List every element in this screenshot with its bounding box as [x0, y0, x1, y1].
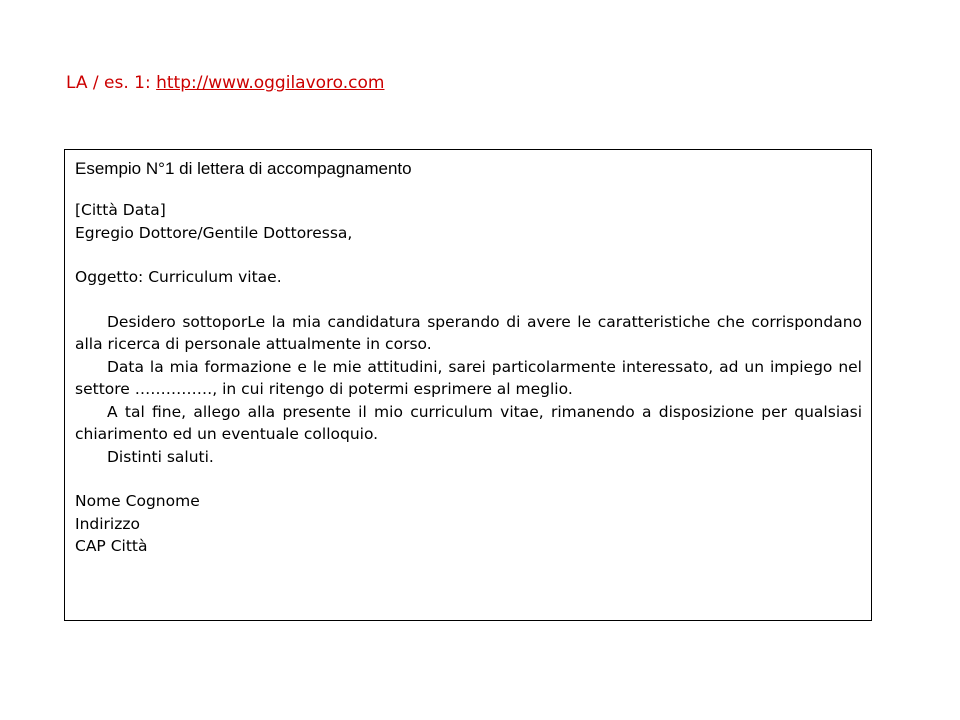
signature-name: Nome Cognome	[75, 492, 200, 510]
spacer	[75, 289, 862, 311]
subject-line: Oggetto: Curriculum vitae.	[75, 268, 282, 286]
body-paragraph: Desidero sottoporLe la mia candidatura sperando di avere le caratteristiche che corrispondano alla ricerca di personale attualmente in corso.	[75, 312, 862, 353]
website-link[interactable]: http://www.oggilavoro.com	[156, 73, 385, 93]
signature-address: Indirizzo	[75, 514, 140, 533]
spacer	[75, 468, 862, 490]
closing: Distinti saluti.	[107, 447, 214, 466]
signature-city: CAP Città	[75, 537, 148, 555]
letter-title: Esempio N°1 di lettera di accompagnamento	[75, 159, 412, 178]
spacer	[75, 244, 862, 266]
header-prefix: LA / es. 1:	[66, 73, 157, 93]
page-header	[66, 73, 384, 93]
place-date: [Città Data]	[75, 201, 166, 219]
body-paragraph: A tal fine, allego alla presente il mio curriculum vitae, rimanendo a disposizione per qualsiasi chiarimento ed un eventuale colloquio.	[75, 402, 862, 443]
salutation: Egregio Dottore/Gentile Dottoressa,	[75, 223, 353, 242]
body-paragraph: Data la mia formazione e le mie attitudini, sarei particolarmente interessato, ad un impiego nel settore ……………, in cui ritengo di potermi esprimere al meglio.	[75, 357, 862, 398]
cover-letter-box	[64, 149, 872, 621]
